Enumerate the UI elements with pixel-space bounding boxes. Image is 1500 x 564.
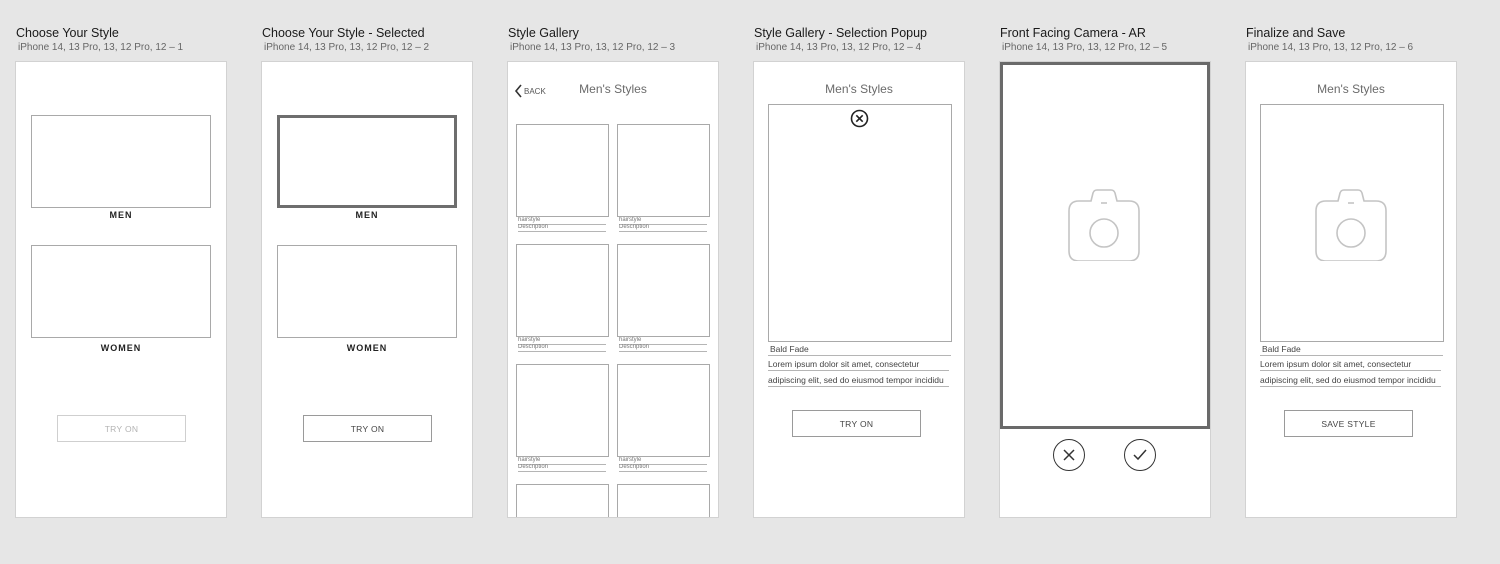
women-label: WOMEN [100, 343, 142, 353]
men-card[interactable] [31, 115, 211, 208]
artboard-title: Finalize and Save [1246, 26, 1346, 40]
try-on-button[interactable]: TRY ON [792, 410, 921, 437]
confirm-button[interactable] [1124, 439, 1156, 471]
tile-title: hairstyle [619, 457, 707, 465]
phone-screen [15, 61, 227, 518]
try-on-button[interactable]: TRY ON [303, 415, 432, 442]
tile-image [617, 484, 710, 518]
screen-title: Men's Styles [1317, 82, 1385, 96]
tile-image [516, 484, 609, 518]
women-card[interactable] [31, 245, 211, 338]
camera-icon [1067, 187, 1141, 261]
tile-image [516, 124, 609, 217]
tile-description: Description [619, 344, 707, 352]
tile-image [617, 244, 710, 337]
men-card-selected[interactable] [277, 115, 457, 208]
camera-icon [1314, 187, 1388, 261]
artboard-title: Choose Your Style [16, 26, 119, 40]
phone-screen [999, 61, 1211, 518]
tile-title: hairstyle [619, 217, 707, 225]
artboard-title: Front Facing Camera - AR [1000, 26, 1146, 40]
phone-screen [753, 61, 965, 518]
artboard-subtitle: iPhone 14, 13 Pro, 13, 12 Pro, 12 – 2 [264, 42, 430, 53]
tile-image [617, 364, 710, 457]
save-style-button[interactable]: SAVE STYLE [1284, 410, 1413, 437]
phone-screen [1245, 61, 1457, 518]
artboard-subtitle: iPhone 14, 13 Pro, 13, 12 Pro, 12 – 4 [756, 42, 922, 53]
cancel-button[interactable] [1053, 439, 1085, 471]
artboard-subtitle: iPhone 14, 13 Pro, 13, 12 Pro, 12 – 1 [18, 42, 184, 53]
close-circle-icon[interactable] [850, 109, 869, 128]
phone-screen [261, 61, 473, 518]
try-on-button[interactable]: TRY ON [57, 415, 186, 442]
artboard-subtitle: iPhone 14, 13 Pro, 13, 12 Pro, 12 – 6 [1248, 42, 1414, 53]
tile-description: Description [518, 344, 606, 352]
style-description-line: adipiscing elit, sed do eiusmod tempor incididu [768, 374, 949, 387]
style-description-line: Lorem ipsum dolor sit amet, consectetur [768, 358, 949, 371]
style-name: Bald Fade [768, 343, 951, 356]
artboard-title: Style Gallery - Selection Popup [754, 26, 928, 40]
women-label: WOMEN [346, 343, 388, 353]
style-description-line: adipiscing elit, sed do eiusmod tempor incididu [1260, 374, 1441, 387]
style-preview [768, 104, 952, 342]
screen-title: Men's Styles [579, 82, 647, 96]
tile-title: hairstyle [518, 217, 606, 225]
tile-description: Description [619, 464, 707, 472]
tile-description: Description [518, 464, 606, 472]
tile-title: hairstyle [518, 337, 606, 345]
artboard-subtitle: iPhone 14, 13 Pro, 13, 12 Pro, 12 – 5 [1002, 42, 1168, 53]
men-label: MEN [109, 210, 133, 220]
check-circle-icon [1132, 448, 1148, 462]
tile-title: hairstyle [518, 457, 606, 465]
artboard-title: Choose Your Style - Selected [262, 26, 425, 40]
tile-description: Description [518, 224, 606, 232]
tile-image [516, 364, 609, 457]
tile-image [617, 124, 710, 217]
tile-image [516, 244, 609, 337]
style-description-line: Lorem ipsum dolor sit amet, consectetur [1260, 358, 1441, 371]
cancel-circle-icon [1062, 448, 1076, 462]
style-name: Bald Fade [1260, 343, 1443, 356]
tile-title: hairstyle [619, 337, 707, 345]
men-label: MEN [355, 210, 379, 220]
women-card[interactable] [277, 245, 457, 338]
tile-description: Description [619, 224, 707, 232]
screen-title: Men's Styles [825, 82, 893, 96]
artboard-subtitle: iPhone 14, 13 Pro, 13, 12 Pro, 12 – 3 [510, 42, 676, 53]
back-label: BACK [524, 86, 546, 96]
artboard-title: Style Gallery [508, 26, 579, 40]
phone-screen [507, 61, 719, 518]
